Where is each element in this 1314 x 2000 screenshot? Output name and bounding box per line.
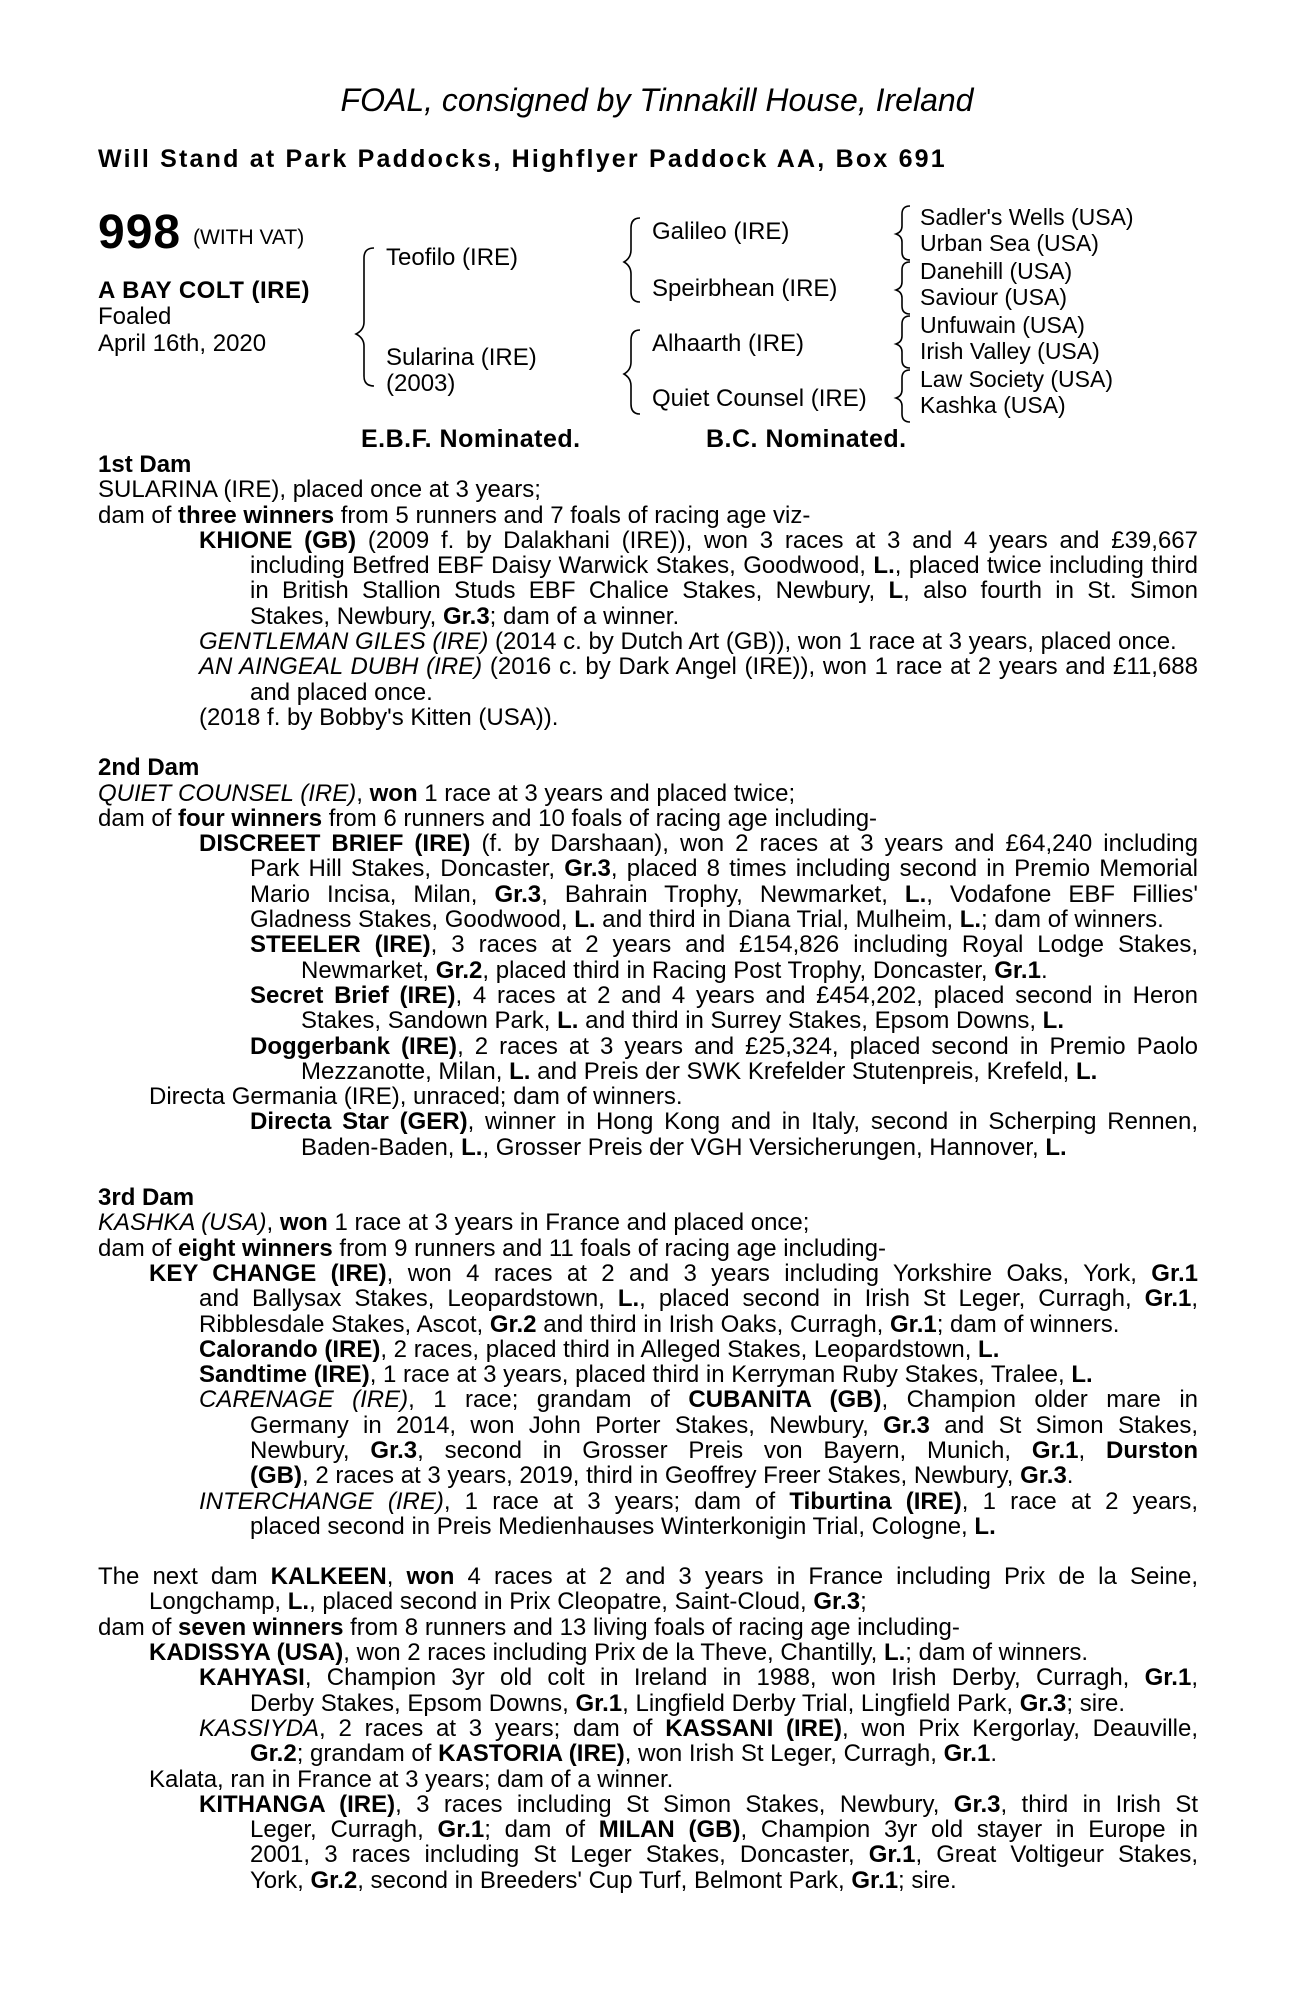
vat-note: (WITH VAT) — [193, 226, 305, 249]
produce-entry-cont: Gladness Stakes, Goodwood, L. and third in Diana Trial, Mulheim, L.; dam of winners. — [250, 906, 1164, 934]
dam-year: (2003) — [386, 370, 456, 397]
produce-entry-cont: Stakes, Sandown Park, L. and third in Surrey Stakes, Epsom Downs, L. — [301, 1007, 1064, 1035]
produce-entry: KAHYASI, Champion 3yr old colt in Ireland in 1988, won Irish Derby, Curragh, Gr.1, — [199, 1664, 1198, 1692]
first-dam-line: SULARINA (IRE), placed once at 3 years; — [98, 476, 541, 504]
produce-entry-cont: in British Stallion Studs EBF Chalice Stakes, Newbury, L, also fourth in St. Simon — [250, 577, 1198, 605]
produce-entry-cont: and Ballysax Stakes, Leopardstown, L., placed second in Irish St Leger, Curragh, Gr.1, — [199, 1285, 1199, 1313]
stand-location: Will Stand at Park Paddocks, Highflyer Paddock AA, Box 691 — [98, 145, 947, 173]
third-dam-heading: 3rd Dam — [98, 1184, 195, 1212]
produce-entry-cont: placed second in Preis Medienhauses Winterkonigin Trial, Cologne, L. — [250, 1512, 996, 1540]
lot-number: 998 — [98, 206, 182, 259]
sire-sire-dam: Urban Sea (USA) — [920, 230, 1099, 256]
produce-entry-cont: (GB), 2 races at 3 years, 2019, third in Geoffrey Freer Stakes, Newbury, Gr.3. — [250, 1462, 1074, 1490]
produce-entry: (2018 f. by Bobby's Kitten (USA)). — [199, 703, 559, 731]
dam-sire-dam: Irish Valley (USA) — [920, 338, 1100, 364]
produce-entry: GENTLEMAN GILES (IRE) (2014 c. by Dutch Art (GB)), won 1 race at 3 years, placed once. — [199, 628, 1177, 656]
produce-entry: KITHANGA (IRE), 3 races including St Simon Stakes, Newbury, Gr.3, third in Irish St — [199, 1790, 1198, 1818]
foaled-label: Foaled — [98, 303, 172, 330]
produce-entry-cont: Mario Incisa, Milan, Gr.3, Bahrain Trophy, Newmarket, L., Vodafone EBF Fillies' — [250, 880, 1198, 908]
produce-entry: AN AINGEAL DUBH (IRE) (2016 c. by Dark Angel (IRE)), won 1 race at 2 years and £11,688 — [199, 653, 1199, 681]
produce-entry: Secret Brief (IRE), 4 races at 2 and 4 years and £454,202, placed second in Heron — [250, 981, 1198, 1009]
next-dam-summary: dam of seven winners from 8 runners and 13 living foals of racing age including- — [98, 1613, 960, 1641]
produce-entry-cont: Newbury, Gr.3, second in Grosser Preis von Bayern, Munich, Gr.1, Durston — [250, 1436, 1198, 1464]
produce-entry-cont: Ribblesdale Stakes, Ascot, Gr.2 and third in Irish Oaks, Curragh, Gr.1; dam of winners. — [199, 1310, 1120, 1338]
produce-entry-cont: Stakes, Newbury, Gr.3; dam of a winner. — [250, 602, 680, 630]
produce-entry-cont: Germany in 2014, won John Porter Stakes, Newbury, Gr.3 and St Simon Stakes, — [250, 1411, 1198, 1439]
sire-name: Teofilo (IRE) — [386, 244, 519, 271]
sire-sire-sire: Sadler's Wells (USA) — [920, 204, 1134, 230]
third-dam-line: KASHKA (USA), won 1 race at 3 years in France and placed once; — [98, 1209, 810, 1237]
produce-entry-cont: and placed once. — [250, 678, 433, 706]
produce-entry: Kalata, ran in France at 3 years; dam of a winner. — [149, 1765, 674, 1793]
produce-entry: Sandtime (IRE), 1 race at 3 years, placed third in Kerryman Ruby Stakes, Tralee, L. — [199, 1361, 1093, 1389]
foaled-date: April 16th, 2020 — [98, 330, 267, 357]
produce-entry-cont: Leger, Curragh, Gr.1; dam of MILAN (GB), Champion 3yr old stayer in Europe in — [250, 1816, 1199, 1844]
produce-entry-cont: Mezzanotte, Milan, L. and Preis der SWK Krefelder Stutenpreis, Krefeld, L. — [301, 1057, 1098, 1085]
produce-record — [98, 452, 1198, 1893]
dam-sire: Alhaarth (IRE) — [652, 330, 805, 357]
third-dam-summary: dam of eight winners from 9 runners and 11 foals of racing age including- — [98, 1234, 886, 1262]
produce-entry-cont: Newmarket, Gr.2, placed third in Racing Post Trophy, Doncaster, Gr.1. — [301, 956, 1048, 984]
second-dam-line: QUIET COUNSEL (IRE), won 1 race at 3 years and placed twice; — [98, 779, 796, 807]
produce-entry-cont: 2001, 3 races including St Leger Stakes, Doncaster, Gr.1, Great Voltigeur Stakes, — [250, 1841, 1198, 1869]
dam-sire-sire: Unfuwain (USA) — [920, 312, 1085, 338]
sire-dam-dam: Saviour (USA) — [920, 284, 1067, 310]
next-dam-line-cont: Longchamp, L., placed second in Prix Cleopatre, Saint-Cloud, Gr.3; — [149, 1588, 867, 1616]
dam-name: Sularina (IRE) — [386, 344, 537, 371]
produce-entry: STEELER (IRE), 3 races at 2 years and £154,826 including Royal Lodge Stakes, — [250, 931, 1198, 959]
dam-dam-sire: Law Society (USA) — [920, 366, 1114, 392]
produce-entry-cont: including Betfred EBF Daisy Warwick Stakes, Goodwood, L., placed twice including third — [250, 552, 1198, 580]
first-dam-summary: dam of three winners from 5 runners and 7 foals of racing age viz- — [98, 501, 811, 529]
produce-entry: DISCREET BRIEF (IRE) (f. by Darshaan), won 2 races at 3 years and £64,240 including — [199, 830, 1198, 858]
first-dam-heading: 1st Dam — [98, 451, 192, 478]
produce-entry: Directa Star (GER), winner in Hong Kong and in Italy, second in Scherping Rennen, — [250, 1108, 1199, 1136]
produce-entry: Doggerbank (IRE), 2 races at 3 years and £25,324, placed second in Premio Paolo — [250, 1032, 1198, 1060]
lot-name: A BAY COLT (IRE) — [98, 277, 311, 304]
dam-dam-dam: Kashka (USA) — [920, 392, 1066, 418]
sire-dam-sire: Danehill (USA) — [920, 258, 1073, 284]
ebf-nominated: E.B.F. Nominated. — [361, 425, 581, 453]
produce-entry-cont: Gr.2; grandam of KASTORIA (IRE), won Irish St Leger, Curragh, Gr.1. — [250, 1740, 997, 1768]
produce-entry: Directa Germania (IRE), unraced; dam of winners. — [149, 1083, 683, 1111]
produce-entry-cont: Derby Stakes, Epsom Downs, Gr.1, Lingfield Derby Trial, Lingfield Park, Gr.3; sire. — [250, 1689, 1126, 1717]
produce-entry-cont: Baden-Baden, L., Grosser Preis der VGH Versicherungen, Hannover, L. — [301, 1133, 1067, 1161]
produce-entry-cont: Park Hill Stakes, Doncaster, Gr.3, placed 8 times including second in Premio Memorial — [250, 855, 1198, 883]
produce-entry: CARENAGE (IRE), 1 race; grandam of CUBANITA (GB), Champion older mare in — [199, 1386, 1199, 1414]
bc-nominated: B.C. Nominated. — [706, 425, 907, 453]
produce-entry: INTERCHANGE (IRE), 1 race at 3 years; dam of Tiburtina (IRE), 1 race at 2 years, — [199, 1487, 1199, 1515]
produce-entry: KASSIYDA, 2 races at 3 years; dam of KASSANI (IRE), won Prix Kergorlay, Deauville, — [199, 1714, 1199, 1742]
produce-entry-cont: York, Gr.2, second in Breeders' Cup Turf, Belmont Park, Gr.1; sire. — [250, 1866, 957, 1894]
produce-entry: KADISSYA (USA), won 2 races including Prix de la Theve, Chantilly, L.; dam of winners. — [149, 1639, 1089, 1667]
second-dam-summary: dam of four winners from 6 runners and 10 foals of racing age including- — [98, 804, 878, 832]
sire-sire: Galileo (IRE) — [652, 218, 790, 245]
consignor-title: FOAL, consigned by Tinnakill House, Ireland — [340, 82, 974, 118]
sire-dam: Speirbhean (IRE) — [652, 275, 838, 302]
produce-entry: KEY CHANGE (IRE), won 4 races at 2 and 3 years including Yorkshire Oaks, York, Gr.1 — [149, 1259, 1198, 1287]
produce-entry: KHIONE (GB) (2009 f. by Dalakhani (IRE)), won 3 races at 3 and 4 years and £39,667 — [199, 526, 1198, 554]
dam-dam: Quiet Counsel (IRE) — [652, 385, 867, 412]
second-dam-heading: 2nd Dam — [98, 754, 200, 782]
next-dam-line: The next dam KALKEEN, won 4 races at 2 and 3 years in France including Prix de la Seine, — [98, 1563, 1198, 1591]
produce-entry: Calorando (IRE), 2 races, placed third in Alleged Stakes, Leopardstown, L. — [199, 1335, 1000, 1363]
